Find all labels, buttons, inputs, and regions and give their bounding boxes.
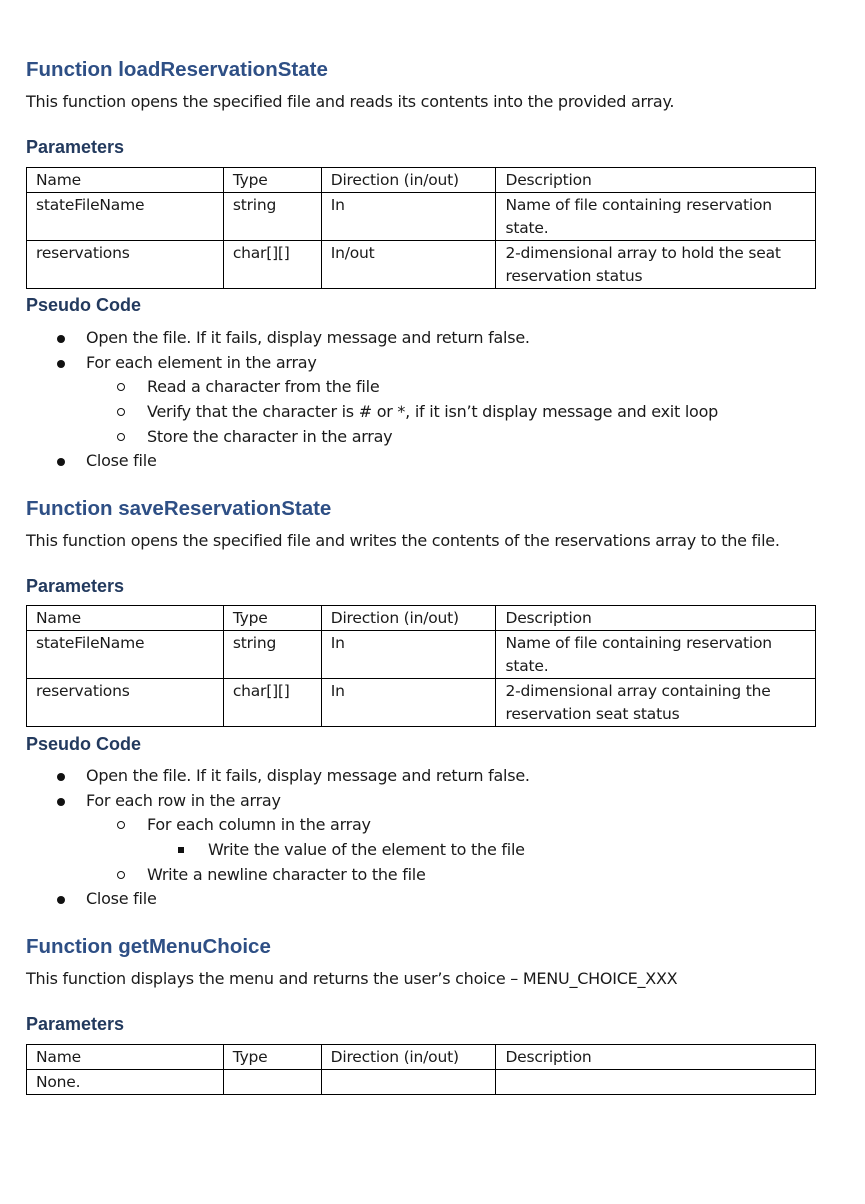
header-cell: Type (223, 606, 321, 631)
table-row (27, 241, 816, 289)
pseudo-code-list (26, 326, 718, 474)
parameters-table (26, 605, 816, 727)
circle-bullet-icon (117, 821, 125, 829)
table-cell (321, 1070, 496, 1095)
header-cell: Description (496, 168, 816, 193)
table-row (27, 193, 816, 241)
table-row (27, 679, 816, 727)
circle-bullet-icon (117, 408, 125, 416)
circle-bullet-icon (117, 871, 125, 879)
list-item: Close file (26, 449, 718, 474)
list-item: Store the character in the array (26, 425, 718, 450)
list-item: For each element in the array (26, 351, 718, 376)
table-cell (223, 1070, 321, 1095)
bullet-icon (57, 773, 65, 781)
table-cell: char[][] (223, 679, 321, 727)
pseudo-code-heading: Pseudo Code (26, 295, 142, 315)
list-item: Read a character from the file (26, 375, 718, 400)
table-cell: None. (27, 1070, 224, 1095)
section-title: Function saveReservationState (26, 497, 332, 520)
header-cell: Description (496, 1045, 816, 1070)
parameters-table (26, 1044, 816, 1095)
section-title: Function loadReservationState (26, 58, 328, 81)
table-cell: Name of file containing reservation state. (496, 193, 816, 241)
table-cell: In (321, 631, 496, 679)
list-item: Verify that the character is # or *, if it isn’t display message and exit loop (26, 400, 718, 425)
header-cell: Type (223, 168, 321, 193)
parameters-heading: Parameters (26, 1014, 125, 1034)
header-cell: Direction (in/out) (321, 1045, 496, 1070)
circle-bullet-icon (117, 433, 125, 441)
header-cell: Direction (in/out) (321, 168, 496, 193)
list-item: For each row in the array (26, 789, 530, 814)
table-cell: string (223, 193, 321, 241)
parameters-heading: Parameters (26, 576, 125, 596)
header-cell: Description (496, 606, 816, 631)
table-cell: stateFileName (27, 631, 224, 679)
table-cell: In (321, 193, 496, 241)
header-cell: Name (27, 168, 224, 193)
table-cell: char[][] (223, 241, 321, 289)
section-title: Function getMenuChoice (26, 935, 271, 958)
section-description: This function opens the specified file and writes the contents of the reservations array to the file. (26, 531, 780, 550)
table-cell: In/out (321, 241, 496, 289)
table-header-row (27, 1045, 816, 1070)
table-cell: 2-dimensional array to hold the seat reservation status (496, 241, 816, 289)
table-cell: reservations (27, 241, 224, 289)
header-cell: Type (223, 1045, 321, 1070)
list-item: Write a newline character to the file (26, 863, 530, 888)
section-description: This function opens the specified file and reads its contents into the provided array. (26, 92, 675, 111)
section-description: This function displays the menu and returns the user’s choice – MENU_CHOICE_XXX (26, 969, 678, 988)
table-cell (496, 1070, 816, 1095)
pseudo-code-list (26, 764, 530, 912)
bullet-icon (57, 896, 65, 904)
table-header-row (27, 606, 816, 631)
square-bullet-icon (178, 847, 184, 853)
pseudo-code-heading: Pseudo Code (26, 734, 142, 754)
parameters-heading: Parameters (26, 137, 125, 157)
parameters-table (26, 167, 816, 289)
table-header-row (27, 168, 816, 193)
table-row (27, 631, 816, 679)
header-cell: Name (27, 1045, 224, 1070)
bullet-icon (57, 360, 65, 368)
circle-bullet-icon (117, 383, 125, 391)
list-item: Open the file. If it fails, display message and return false. (26, 764, 530, 789)
bullet-icon (57, 458, 65, 466)
bullet-icon (57, 798, 65, 806)
table-cell: 2-dimensional array containing the reservation seat status (496, 679, 816, 727)
table-cell: stateFileName (27, 193, 224, 241)
table-cell: reservations (27, 679, 224, 727)
table-cell: In (321, 679, 496, 727)
list-item: Open the file. If it fails, display message and return false. (26, 326, 718, 351)
table-cell: Name of file containing reservation state. (496, 631, 816, 679)
list-item: Close file (26, 887, 530, 912)
list-item: For each column in the array (26, 813, 530, 838)
table-row (27, 1070, 816, 1095)
table-cell: string (223, 631, 321, 679)
list-item: Write the value of the element to the file (26, 838, 530, 863)
header-cell: Name (27, 606, 224, 631)
bullet-icon (57, 335, 65, 343)
header-cell: Direction (in/out) (321, 606, 496, 631)
